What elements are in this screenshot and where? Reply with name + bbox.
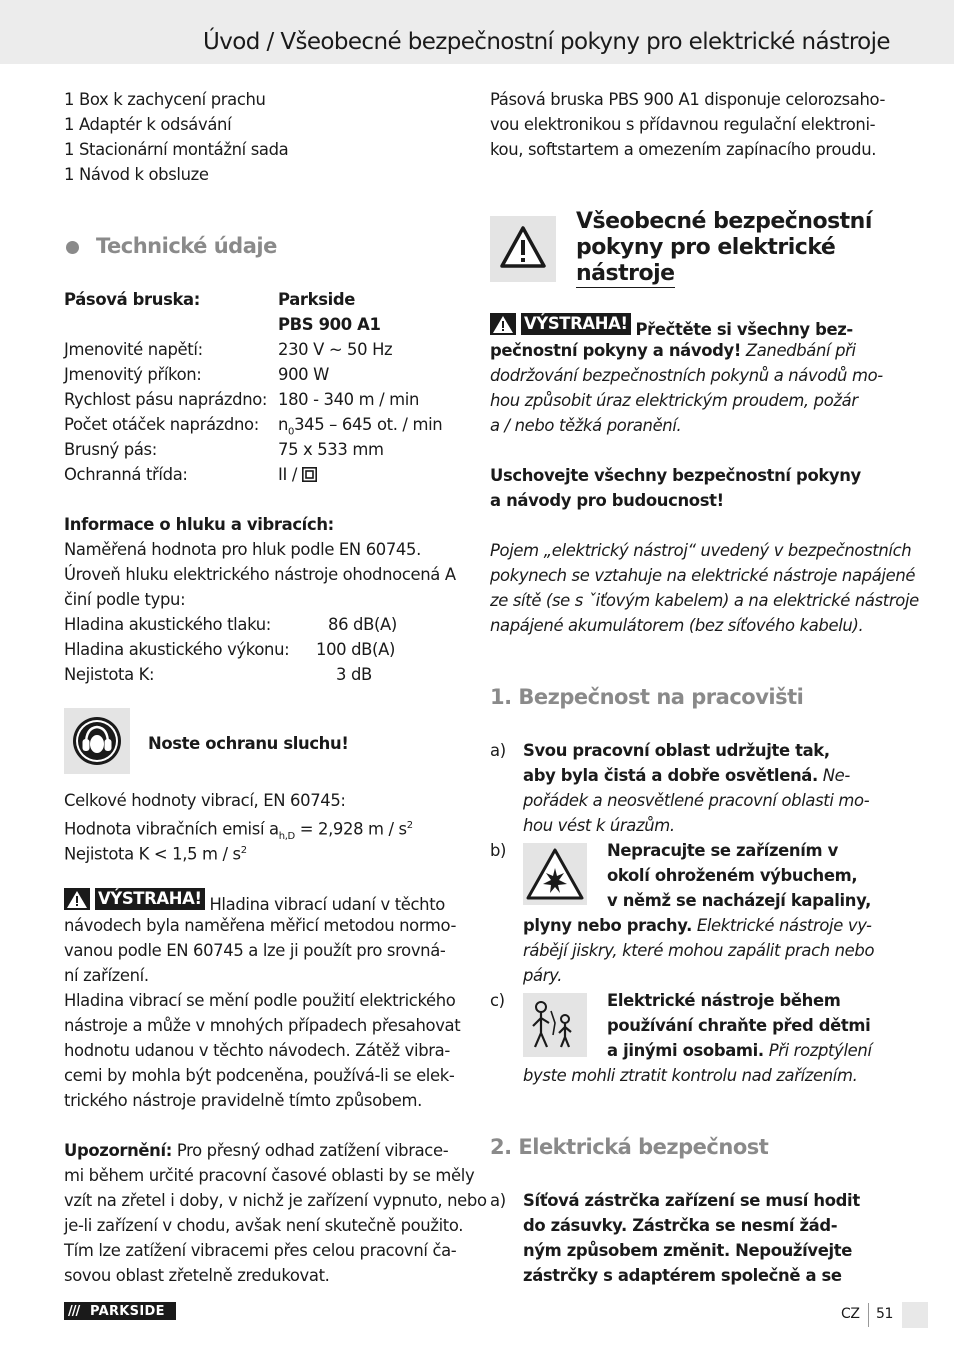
text-line: v němž se nacházejí kapaliny,	[607, 891, 872, 910]
footer-divider	[868, 1303, 869, 1327]
text-line: vanou podle EN 60745 a lze ji použít pro srovná-	[64, 941, 446, 960]
section-heading: 2. Elektrická bezpečnost	[490, 1135, 769, 1159]
list-item: 1 Stacionární montážní sada	[64, 140, 289, 159]
text-line: Tím lze zatížení vibracemi přes celou pracovní ča-	[64, 1241, 457, 1260]
text-line: Naměřená hodnota pro hluk podle EN 60745.	[64, 540, 421, 559]
spec-key: Brusný pás:	[64, 440, 157, 459]
language-code: CZ	[841, 1306, 860, 1322]
safety-warning-box	[490, 216, 556, 282]
text-line: a / nebo těžká poranění.	[490, 416, 682, 435]
spec-value: 230 V ~ 50 Hz	[278, 340, 393, 359]
text-line: Svou pracovní oblast udržujte tak,	[523, 741, 830, 760]
text-line: hodnotu udanou v těchto návodech. Zátěž vibra-	[64, 1041, 450, 1060]
spec-value: 180 - 340 m / min	[278, 390, 419, 409]
text-line: sovou oblast zřetelně zredukovat.	[64, 1266, 330, 1285]
spec-brand: Parkside	[278, 290, 356, 309]
warning-badge	[64, 888, 205, 910]
spec-key: Počet otáček naprázdno:	[64, 415, 259, 434]
ear-protection-box	[64, 708, 130, 774]
spec-key: Ochranná třída:	[64, 465, 188, 484]
bullet-icon	[66, 241, 79, 254]
rule-letter: b)	[490, 841, 507, 860]
explosion-icon	[523, 843, 587, 905]
children-keep-away-icon	[523, 993, 587, 1057]
section-heading: 1. Bezpečnost na pracovišti	[490, 685, 804, 709]
text-line: hou způsobit úraz elektrickým proudem, požár	[490, 391, 858, 410]
text-line: VÝSTRAHA! Hladina vibrací udaní v těchto	[64, 888, 445, 917]
text-line: vou elektronikou s přídavnou regulační elektroni-	[490, 115, 876, 134]
page-tab	[902, 1302, 928, 1328]
noise-value: 86 dB(A)	[328, 615, 397, 634]
text-line: Hladina vibrací se mění podle použití elektrického	[64, 991, 456, 1010]
page-title: Úvod / Všeobecné bezpečnostní pokyny pro elektrické nástroje	[203, 29, 890, 55]
text-line: kou, softstartem a omezením zapínacího proudu.	[490, 140, 877, 159]
page-number: 51	[876, 1306, 894, 1322]
warning-triangle-icon	[490, 216, 556, 282]
noise-key: Nejistota K:	[64, 665, 155, 684]
warning-triangle-icon	[490, 313, 516, 335]
text-line: činí podle typu:	[64, 590, 186, 609]
text-line: zástrčky s adaptérem společně a se	[523, 1266, 842, 1285]
rule-letter: c)	[490, 991, 505, 1010]
spec-label: Pásová bruska:	[64, 290, 200, 309]
text-line: byste mohli ztratit kontrolu nad zařízením.	[523, 1066, 858, 1085]
text-line: Upozornění: Pro přesný odhad zatížení vibrace-	[64, 1141, 449, 1160]
text-line: Pásová bruska PBS 900 A1 disponuje celorozsaho-	[490, 90, 886, 109]
text-line: rábějí jiskry, které mohou zapálit prach nebo	[523, 941, 875, 960]
spec-value: 75 x 533 mm	[278, 440, 384, 459]
spec-model: PBS 900 A1	[278, 315, 381, 334]
page-header	[0, 0, 954, 64]
noise-heading: Informace o hluku a vibracích:	[64, 515, 334, 534]
warning-label: VÝSTRAHA!	[521, 313, 631, 335]
text-line: pořádek a neosvětlené pracovní oblasti mo-	[523, 791, 870, 810]
list-item: 1 Adaptér k odsávání	[64, 115, 232, 134]
text-line: vzít na zřetel i doby, v nichž je zařízení vypnuto, nebo	[64, 1191, 487, 1210]
text-line: trického nástroje pravidelně tímto způsobem.	[64, 1091, 423, 1110]
warning-label: VÝSTRAHA!	[95, 888, 205, 910]
text-line: cemi by mohla být podceněna, používá-li se elek-	[64, 1066, 455, 1085]
text-line: Uschovejte všechny bezpečnostní pokyny	[490, 466, 861, 485]
spec-value: 900 W	[278, 365, 329, 384]
text-line: nástroje a může v mnohých případech přesahovat	[64, 1016, 461, 1035]
warning-badge	[490, 313, 631, 335]
spec-value: $n_0345 - 645$ ot. / min	[278, 415, 443, 438]
text-line: Celkové hodnoty vibrací, EN 60745:	[64, 791, 346, 810]
logo-stripes-icon: ///	[68, 1303, 80, 1319]
text-line: a jinými osobami. Při rozptýlení	[607, 1041, 872, 1060]
text-line: hou vést k úrazům.	[523, 816, 675, 835]
text-line: Úroveň hluku elektrického nástroje ohodnocená A	[64, 565, 456, 584]
text-line: používání chraňte před dětmi	[607, 1016, 871, 1035]
text-line: Nepracujte se zařízením v	[607, 841, 838, 860]
keep-away-box	[523, 993, 587, 1057]
text-line: okolí ohroženém výbuchem,	[607, 866, 858, 885]
list-item: 1 Návod k obsluze	[64, 165, 209, 184]
text-line: pokynech se vztahuje na elektrické nástroje napájené	[490, 566, 916, 585]
noise-value: 3 dB	[336, 665, 372, 684]
text-line: ným způsobem změnit. Nepoužívejte	[523, 1241, 852, 1260]
noise-key: Hladina akustického tlaku:	[64, 615, 271, 634]
text-line: VÝSTRAHA! Přečtěte si všechny bez-	[490, 313, 853, 342]
text-line: dodržování bezpečnostních pokynů a návodů mo-	[490, 366, 883, 385]
protection-class-icon	[302, 467, 317, 482]
ear-protection-label: Noste ochranu sluchu!	[148, 734, 349, 753]
text-line: návodech byla naměřena měřicí metodou normo-	[64, 916, 457, 935]
note-label: Upozornění:	[64, 1141, 172, 1160]
text-line: Hodnota vibračních emisí $a_{h,D} = 2,928$ m / $s^2$	[64, 819, 413, 842]
ear-protection-icon	[64, 708, 130, 774]
rule-letter: a)	[490, 1191, 506, 1210]
spec-key: Jmenovitý příkon:	[64, 365, 202, 384]
spec-key: Jmenovité napětí:	[64, 340, 203, 359]
text-line: ze sítě (se s ˇiťovým kabelem) a na elektrické nástroje	[490, 591, 919, 610]
text-line: napájené akumulátorem (bez síťového kabelu).	[490, 616, 864, 635]
text-line: je-li zařízení v chodu, avšak není skutečně použito.	[64, 1216, 464, 1235]
noise-key: Hladina akustického výkonu:	[64, 640, 290, 659]
text-line: ní zařízení.	[64, 966, 149, 985]
text-line: a návody pro budoucnost!	[490, 491, 724, 510]
text-line: páry.	[523, 966, 563, 985]
text-line: Elektrické nástroje během	[607, 991, 841, 1010]
text-line: pečnostní pokyny a návody! Zanedbání při	[490, 341, 856, 360]
parkside-logo: /// PARKSIDE	[64, 1302, 176, 1320]
tech-heading: Technické údaje	[96, 234, 277, 258]
text-line: aby byla čistá a dobře osvětlená. Ne-	[523, 766, 850, 785]
list-item: 1 Box k zachycení prachu	[64, 90, 266, 109]
spec-key: Rychlost pásu naprázdno:	[64, 390, 268, 409]
warning-triangle-icon	[64, 888, 90, 910]
explosion-box	[523, 843, 587, 905]
text-line: do zásuvky. Zástrčka se nesmí žád-	[523, 1216, 838, 1235]
text-line: plyny nebo prachy. Elektrické nástroje vy-	[523, 916, 872, 935]
text-line: Pojem „elektrický nástroj“ uvedený v bezpečnostních	[490, 541, 912, 560]
text-line: Nejistota K < 1,5 m / $s^2$	[64, 844, 247, 864]
rule-letter: a)	[490, 741, 506, 760]
text-line: mi během určité pracovní časové oblasti by se měly	[64, 1166, 475, 1185]
noise-value: 100 dB(A)	[316, 640, 395, 659]
spec-value: II /	[278, 462, 317, 487]
text-line: Síťová zástrčka zařízení se musí hodit	[523, 1191, 860, 1210]
